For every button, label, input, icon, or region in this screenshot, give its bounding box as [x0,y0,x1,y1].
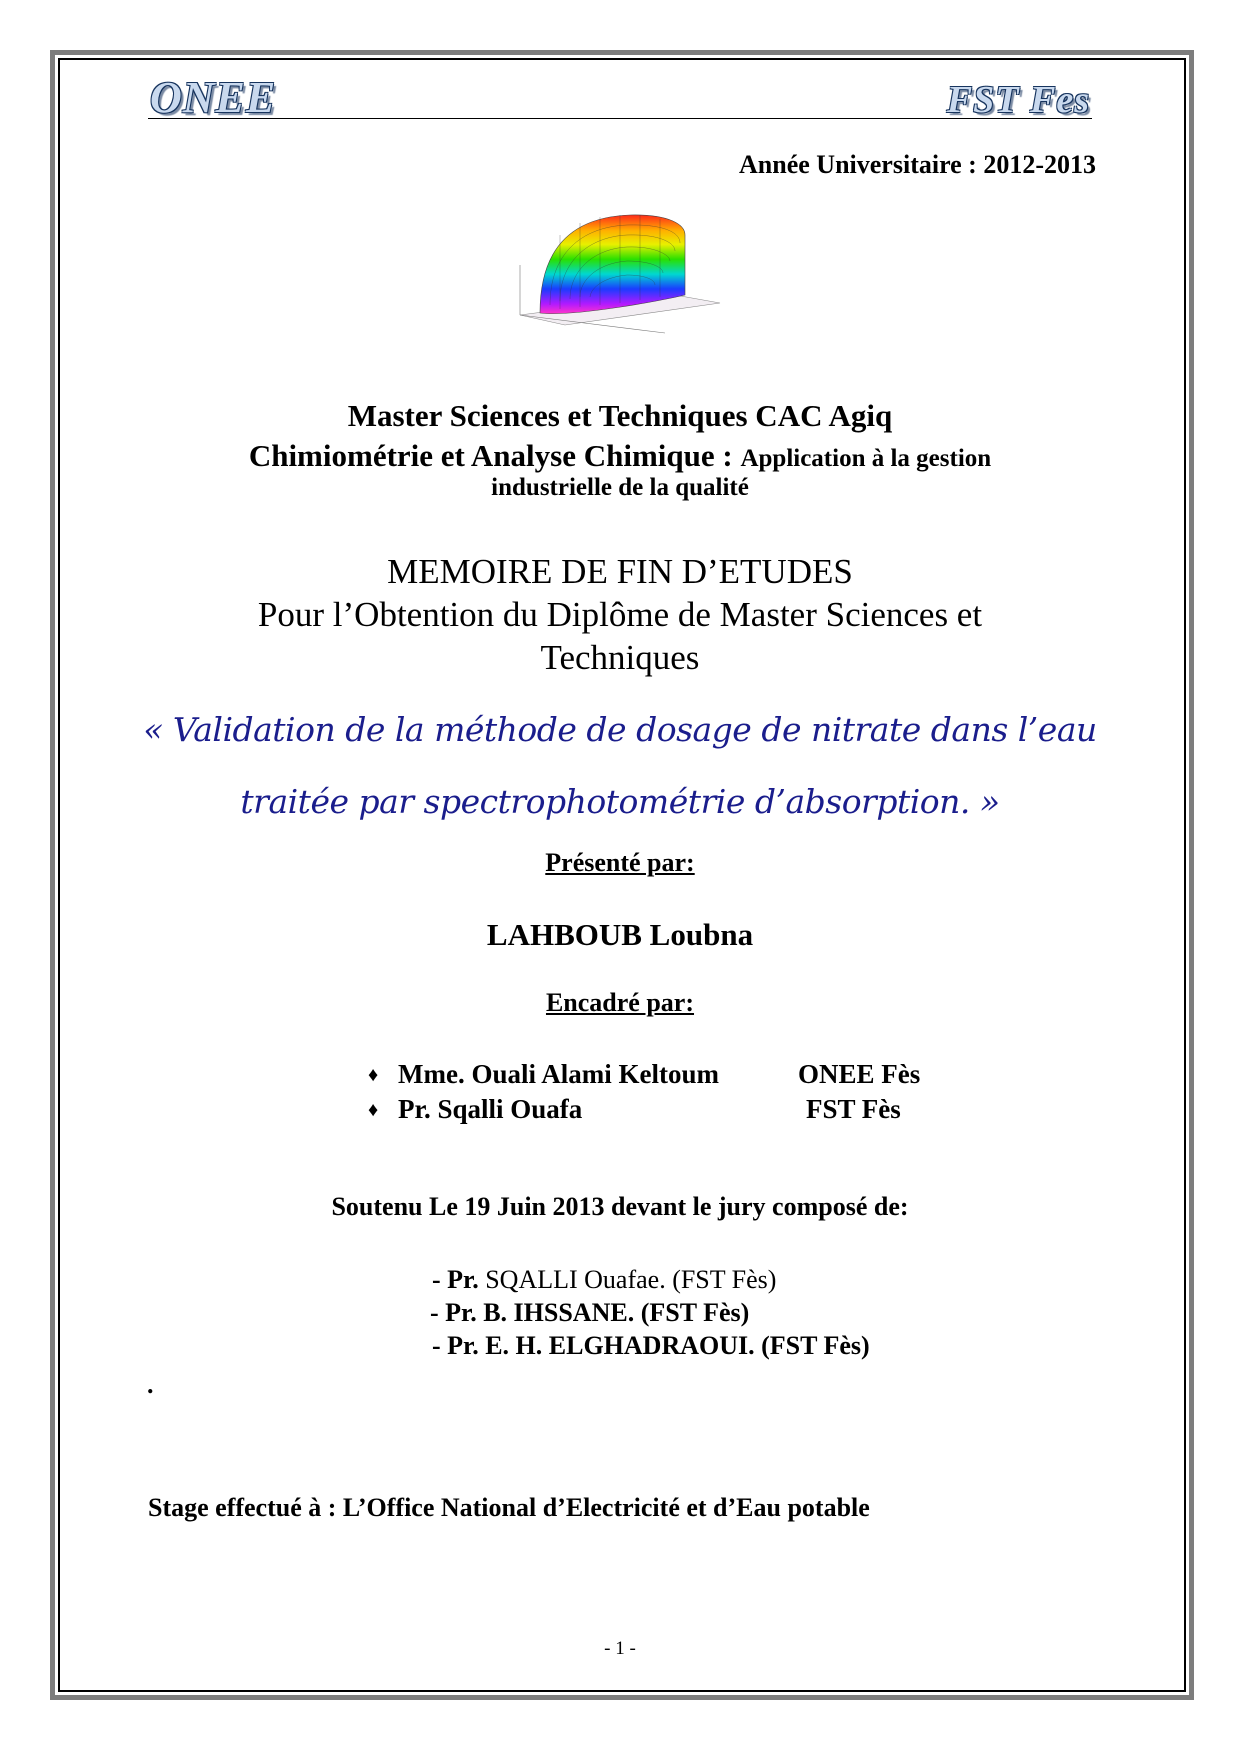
master-application: Application à la gestion [740,445,992,472]
author-name: LAHBOUB Loubna [486,917,754,952]
plot-surface [540,215,685,314]
jury-member [430,1298,749,1328]
diamond-bullet-icon: ♦ [368,1064,379,1086]
internship-location: Stage effectué à : L’Office National d’Electricité et d’Eau potable [148,1493,870,1522]
jury-title: - Pr. [432,1265,479,1294]
memoire-heading [60,550,1180,679]
jury-name: B. IHSSANE. (FST Fès) [476,1298,750,1327]
jury-name: E. H. ELGHADRAOUI. (FST Fès) [478,1331,870,1360]
diamond-bullet-icon: ♦ [368,1099,379,1121]
thesis-title-line-1: « Validation de la méthode de dosage de nitrate dans l’eau [143,710,1097,749]
master-application-cont: industrielle de la qualité [491,474,749,501]
supervisor-name: Mme. Ouali Alami Keltoum [398,1059,719,1089]
fst-fes-logo: FST Fes [946,79,1090,121]
defense-date-line: Soutenu Le 19 Juin 2013 devant le jury composé de: [331,1192,909,1221]
page-number: - 1 - [604,1638,636,1659]
jury-name: SQALLI Ouafae. (FST Fès) [478,1265,777,1294]
memoire-line-2: Pour l’Obtention du Diplôme de Master Sciences et [257,595,983,634]
master-specialty: Chimiométrie et Analyse Chimique : [248,438,733,473]
stray-period: . [147,1370,154,1399]
supervisor-institution: ONEE Fès [798,1059,921,1089]
header-divider [148,118,1092,119]
master-program-subtitle [60,438,1180,474]
onee-logo: ONEE [150,73,277,122]
academic-year: Année Universitaire : 2012-2013 [739,150,1096,179]
jury-title: - Pr. [430,1298,477,1327]
supervisor-name: Pr. Sqalli Ouafa [398,1094,583,1124]
jury-member [432,1331,870,1361]
jury-member [432,1265,776,1295]
thesis-title-line-2: traitée par spectrophotométrie d’absorption. » [240,782,1000,821]
memoire-line-3: Techniques [540,638,700,677]
presented-by-label [60,848,1180,878]
jury-title: - Pr. [432,1331,479,1360]
master-program-title: Master Sciences et Techniques CAC Agiq [347,398,893,433]
presented-by-text: Présenté par: [545,848,695,877]
supervised-by-text: Encadré par: [545,988,695,1017]
supervisor-institution: FST Fès [806,1094,901,1124]
memoire-line-1: MEMOIRE DE FIN D’ETUDES [387,552,853,591]
supervised-by-label [60,988,1180,1018]
3d-surface-plot-figure [515,205,725,367]
